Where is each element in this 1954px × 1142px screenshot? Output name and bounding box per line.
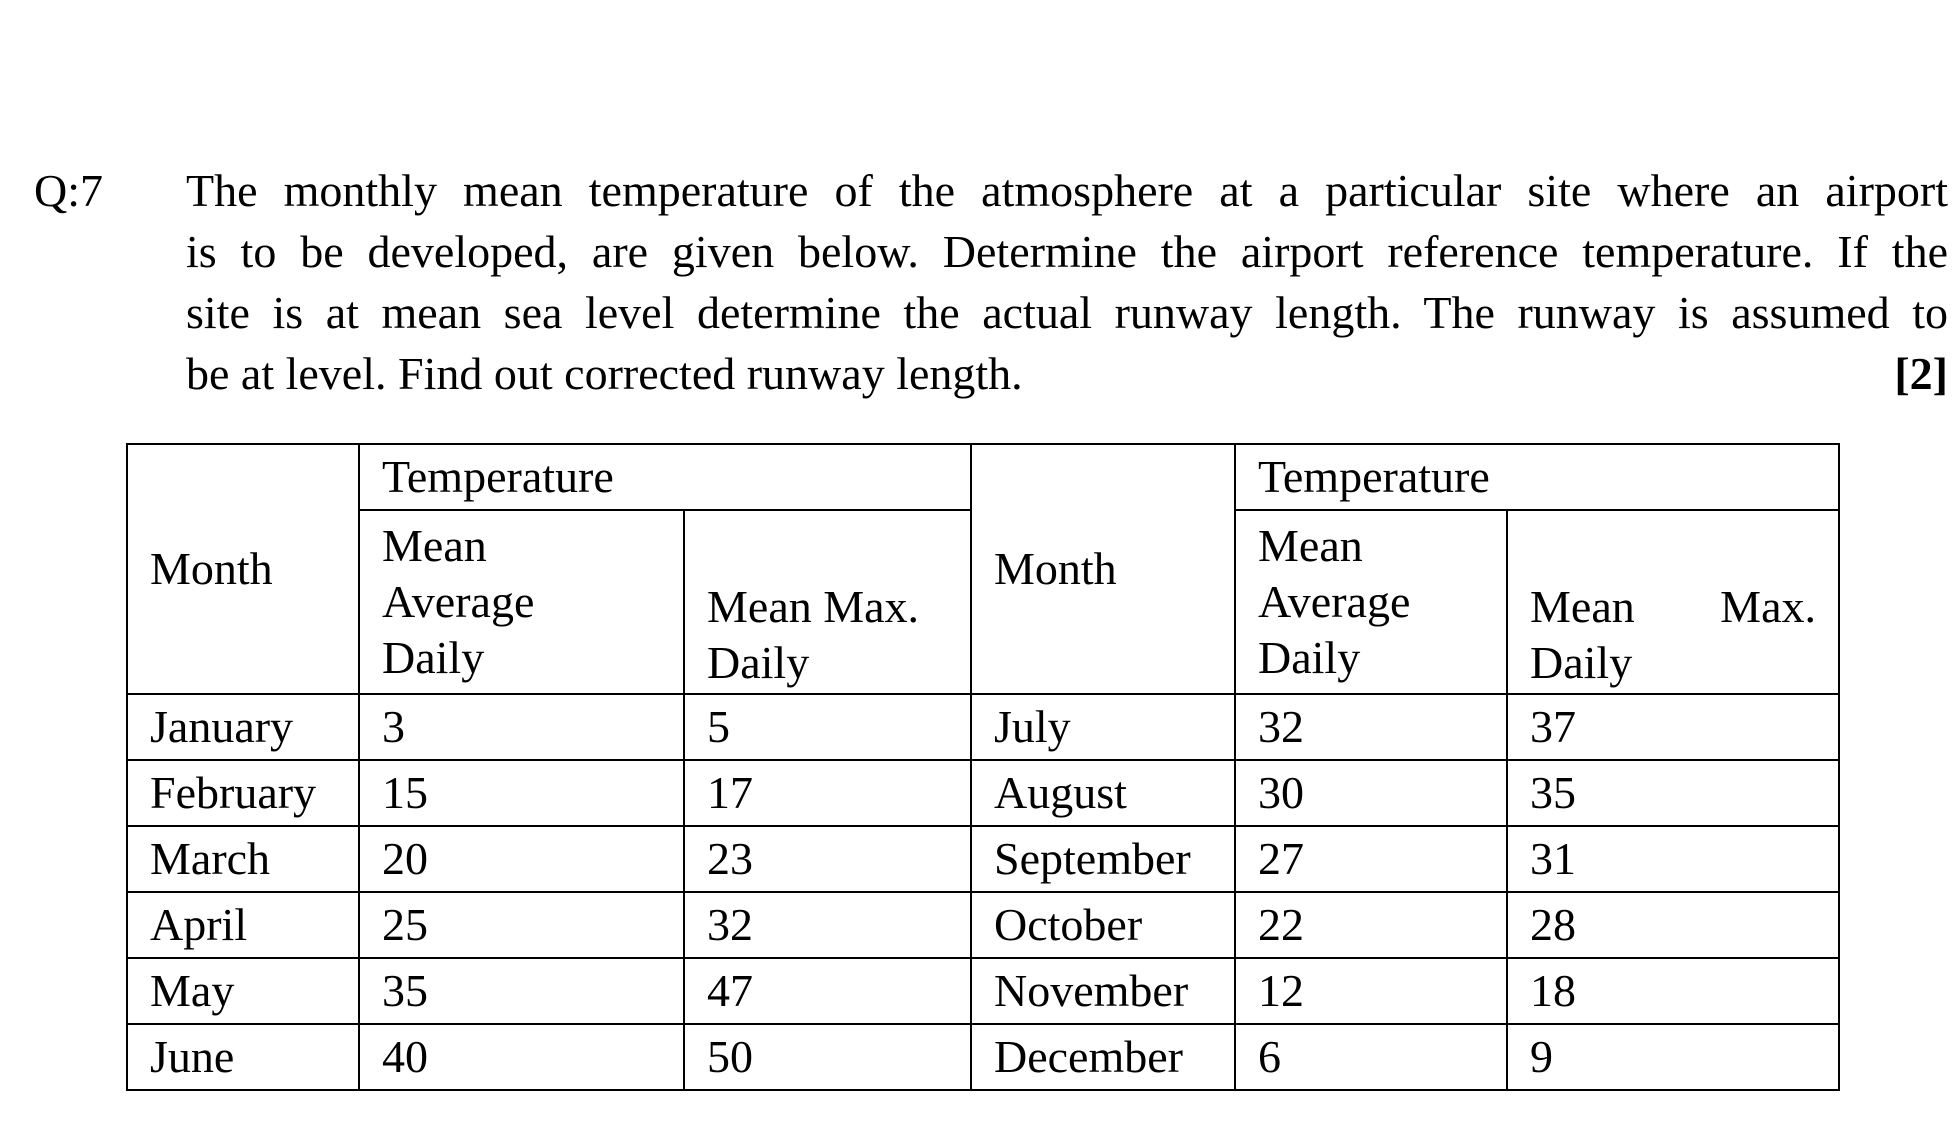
month-cell: December	[971, 1024, 1235, 1090]
mean-max-cell: 47	[684, 958, 971, 1024]
month-cell: April	[127, 892, 359, 958]
mean-max-cell: 37	[1507, 694, 1839, 760]
month-cell: March	[127, 826, 359, 892]
mean-average-cell: 32	[1235, 694, 1507, 760]
mean-average-cell: 30	[1235, 760, 1507, 826]
month-header-right: Month	[971, 444, 1235, 694]
header-word: Daily	[382, 632, 485, 683]
mean-average-cell: 35	[359, 958, 684, 1024]
table-row	[127, 958, 1839, 1024]
mean-max-cell: 5	[684, 694, 971, 760]
month-cell: October	[971, 892, 1235, 958]
month-cell: August	[971, 760, 1235, 826]
month-cell: June	[127, 1024, 359, 1090]
month-cell: September	[971, 826, 1235, 892]
mean-max-cell: 18	[1507, 958, 1839, 1024]
question-line-text: be at level. Find out corrected runway length.	[186, 348, 1023, 399]
mean-average-cell: 6	[1235, 1024, 1507, 1090]
header-split	[1530, 579, 1838, 635]
mean-average-cell: 27	[1235, 826, 1507, 892]
question-marks: [2]	[1894, 348, 1948, 399]
mean-average-cell: 12	[1235, 958, 1507, 1024]
table-row	[127, 826, 1839, 892]
question-number: Q:7	[34, 165, 103, 216]
mean-average-daily-header-right	[1235, 510, 1507, 694]
mean-average-daily-header-left	[359, 510, 684, 694]
table-row	[127, 760, 1839, 826]
mean-max-cell: 9	[1507, 1024, 1839, 1090]
table-row	[127, 694, 1839, 760]
month-cell: January	[127, 694, 359, 760]
mean-max-cell: 23	[684, 826, 971, 892]
month-header-left: Month	[127, 444, 359, 694]
temperature-header-right: Temperature	[1235, 444, 1839, 510]
mean-max-cell: 50	[684, 1024, 971, 1090]
table-header-row	[127, 444, 1839, 510]
mean-average-cell: 40	[359, 1024, 684, 1090]
month-cell: May	[127, 958, 359, 1024]
temperature-table	[126, 443, 1840, 1091]
header-word: Daily	[707, 637, 810, 688]
header-word: Max.	[1720, 581, 1816, 632]
question-line: The monthly mean temperature of the atmosphere at a particular site where an airport	[186, 165, 1948, 216]
mean-max-daily-header-left	[684, 510, 971, 694]
mean-average-cell: 3	[359, 694, 684, 760]
mean-average-cell: 20	[359, 826, 684, 892]
header-word: Mean	[1258, 520, 1363, 571]
question-line: is to be developed, are given below. Determine the airport reference temperature. If the	[186, 226, 1948, 277]
mean-max-cell: 31	[1507, 826, 1839, 892]
table-row	[127, 1024, 1839, 1090]
month-cell: November	[971, 958, 1235, 1024]
mean-max-cell: 28	[1507, 892, 1839, 958]
mean-max-daily-header-right	[1507, 510, 1839, 694]
mean-max-cell: 32	[684, 892, 971, 958]
header-word: Mean	[1530, 581, 1635, 632]
header-word: Daily	[1258, 632, 1361, 683]
mean-average-cell: 15	[359, 760, 684, 826]
mean-max-cell: 17	[684, 760, 971, 826]
question-text	[186, 160, 1948, 404]
question-line: site is at mean sea level determine the actual runway length. The runway is assumed to	[186, 287, 1948, 338]
table-row	[127, 892, 1839, 958]
temperature-header-left: Temperature	[359, 444, 971, 510]
mean-max-cell: 35	[1507, 760, 1839, 826]
header-word: Mean	[382, 520, 487, 571]
mean-average-cell: 25	[359, 892, 684, 958]
question-line	[186, 343, 1948, 404]
month-cell: July	[971, 694, 1235, 760]
header-word: Mean Max.	[707, 581, 920, 632]
month-cell: February	[127, 760, 359, 826]
header-word: Average	[1258, 576, 1411, 627]
header-word: Daily	[1530, 637, 1633, 688]
header-word: Average	[382, 576, 535, 627]
mean-average-cell: 22	[1235, 892, 1507, 958]
